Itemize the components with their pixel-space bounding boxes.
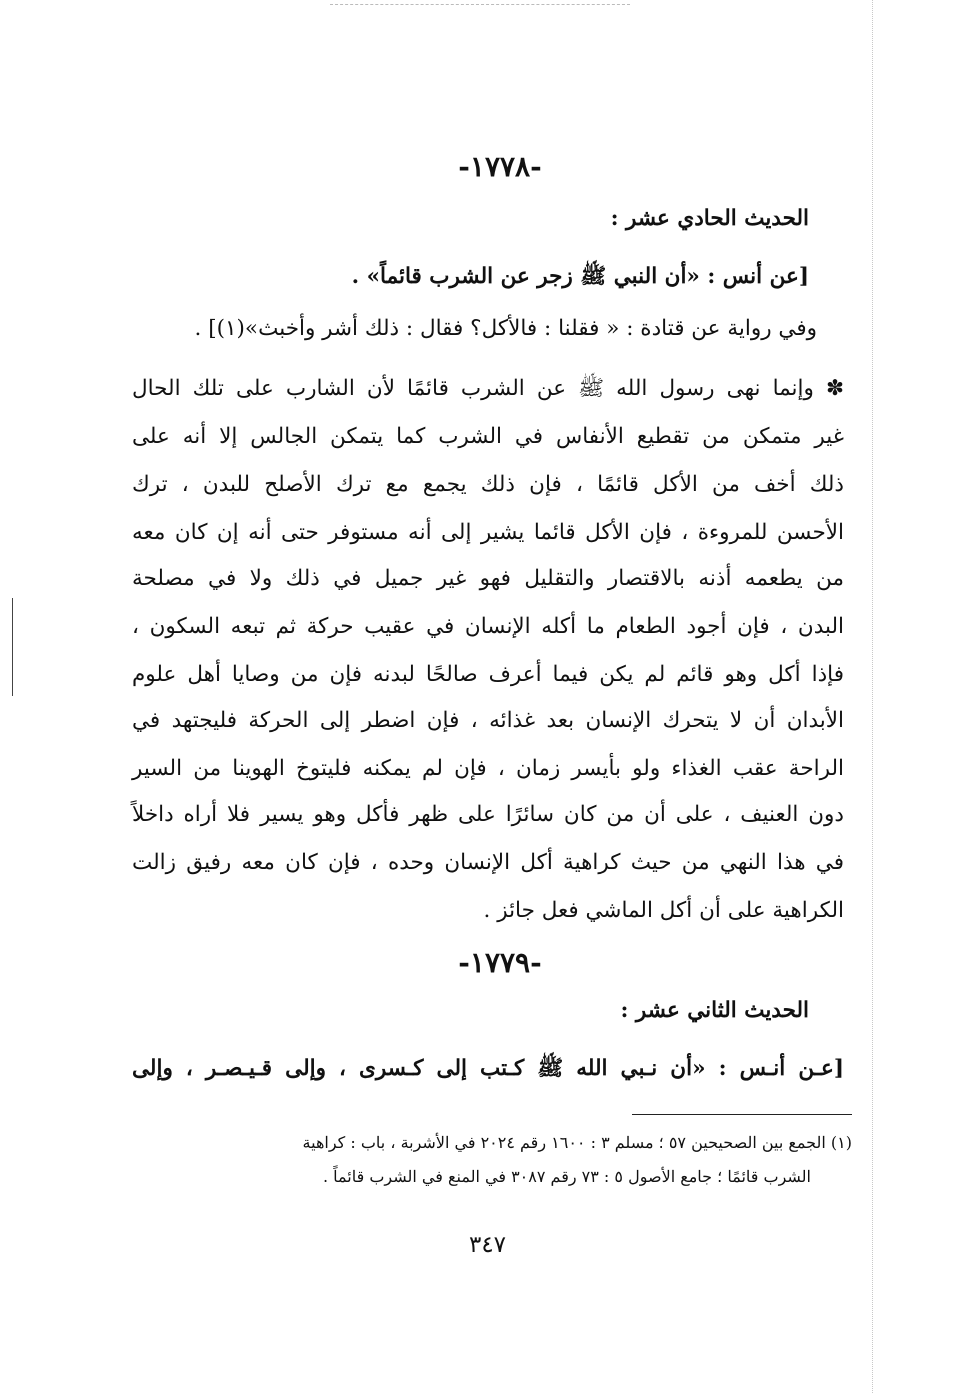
footnote-line: الشرب قائمًا ؛ جامع الأصول ٥ : ٧٣ رقم ٣٠٨٧ في المنع في الشرب قائماً .: [323, 1167, 811, 1186]
top-edge-mark: [330, 4, 630, 5]
footnote-line: (١) الجمع بين الصحيحين ٥٧ ؛ مسلم ٣ : ١٦٠٠ رقم ٢٠٢٤ في الأشربة ، باب : كراهية: [302, 1133, 852, 1152]
commentary-line: الأحسن للمروءة ، فإن الأكل قائما يشير إلى أنه مستوفر حتى أنه إن كان معه: [132, 520, 844, 545]
commentary-line: دون العنيف ، على أن من كان سائرًا على ظهر فأكل وهو يسير فلا أراه داخلاً: [132, 802, 844, 827]
commentary-line: غير متمكن من تقطيع الأنفاس في الشرب كما يتمكن الجالس إلا أنه على: [132, 424, 844, 449]
commentary-line: في هذا النهي من حيث كراهية أكل الإنسان وحده ، فإن كان معه رفيق زالت: [132, 850, 844, 875]
hadith-number: -١٧٧٩-: [458, 946, 542, 979]
margin-mark: [12, 598, 13, 696]
hadith-text: [عـن أنـس : «أن نـبي الله ﷺ كـتب إلى كـسرى ، وإلى قـيـصـر ، وإلى: [132, 1056, 844, 1081]
page-edge-dots: [872, 0, 873, 1393]
commentary-line: فإذا أكل وهو قائم لم يكن فيما أعرف صالحًا لبدنه فإن من وصايا أهل علوم: [132, 662, 844, 687]
hadith-number: -١٧٧٨-: [458, 150, 542, 183]
page-number: ٣٤٧: [468, 1232, 507, 1258]
commentary-line: ✽ وإنما نهى رسول الله ﷺ عن الشرب قائمًا لأن الشارب على تلك الحال: [132, 376, 844, 401]
hadith-heading: الحديث الحادي عشر :: [610, 206, 809, 231]
commentary-line: الراحة عقب الغذاء ولو بأيسر زمان ، فإن لم يمكنه فليتوخ الهوينا من السير: [132, 756, 844, 781]
commentary-line: الأبدان أن لا يتحرك الإنسان بعد غذائه ، فإن اضطر إلى الحركة فليجتهد في: [132, 708, 844, 733]
hadith-text: [عن أنس : «أن النبي ﷺ زجر عن الشرب قائماً» .: [351, 264, 809, 289]
commentary-line: البدن ، فإن أجود الطعام ما أكله الإنسان في عقيب حركة ثم تبعه السكون ،: [132, 614, 844, 639]
commentary-line: ذلك أخف من الأكل قائمًا ، فإن ذلك يجمع مع ترك الأصلح للبدن ، ترك: [132, 472, 844, 497]
hadith-heading: الحديث الثاني عشر :: [620, 998, 809, 1023]
hadith-variant: وفي رواية عن قتادة : « فقلنا : فالأكل؟ فقال : ذلك أشر وأخبث»(١)] .: [194, 316, 817, 341]
commentary-line: من يطعمه أذنه بالاقتصار والتقليل فهو غير جميل في ذلك ولا في مصلحة: [132, 566, 844, 591]
commentary-line: الكراهية على أن أكل الماشي فعل جائز .: [483, 898, 844, 923]
footnote-separator: [632, 1114, 852, 1115]
